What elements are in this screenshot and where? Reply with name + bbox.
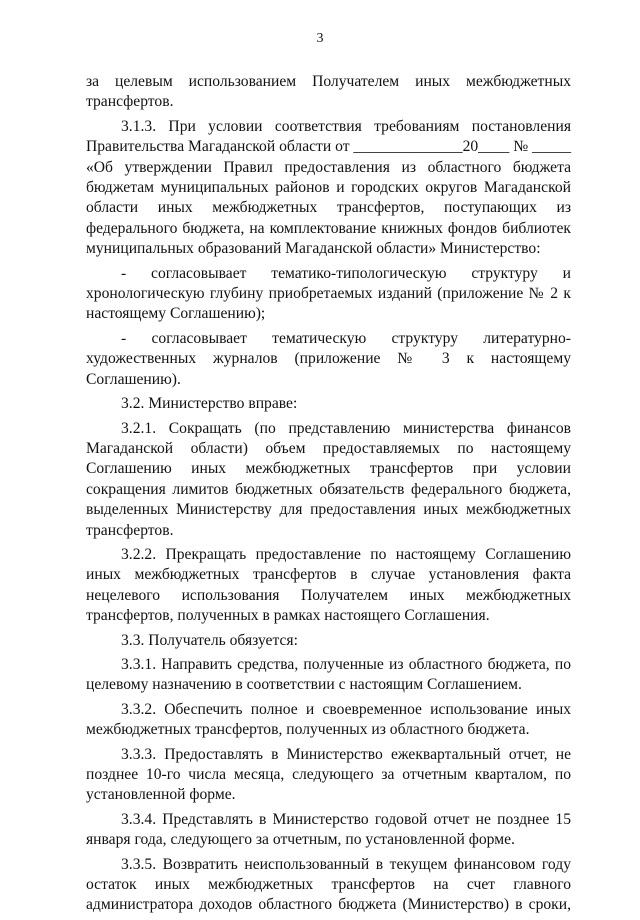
document-body [86,72,571,920]
list-item-structure: - согласовывает тематико-типологическую структуру и хронологическую глубину приобретаемых изданий (приложение № 2 к настоящему Соглашению); [86,264,571,323]
paragraph-3-3-3: 3.3.3. Предоставлять в Министерство ежеквартальный отчет, не позднее 10-го числа месяца, следующего за отчетным кварталом, по установленной форме. [86,745,571,804]
paragraph-3-3-1: 3.3.1. Направить средства, полученные из областного бюджета, по целевому назначению в соответствии с настоящим Соглашением. [86,655,571,694]
list-item-journals: - согласовывает тематическую структуру литературно-художественных журналов (приложение № 3 к настоящему Соглашению). [86,329,571,388]
page-number: 3 [316,31,324,46]
paragraph-3-3-4: 3.3.4. Представлять в Министерство годовой отчет не позднее 15 января года, следующего за отчетным, по установленной форме. [86,810,571,849]
paragraph-3-3-2: 3.3.2. Обеспечить полное и своевременное использование иных межбюджетных трансфертов, полученных из областного бюджета. [86,700,571,739]
paragraph-3-2-2: 3.2.2. Прекращать предоставление по настоящему Соглашению иных межбюджетных трансфертов в случае установления факта нецелевого использования Получателем иных межбюджетных трансфертов, полученных в рамках настоящего Соглашения. [86,545,571,625]
paragraph-continuation: за целевым использованием Получателем иных межбюджетных трансфертов. [86,73,571,111]
paragraph-3-1-3: 3.1.3. При условии соответствия требованиям постановления Правительства Магаданской области от ______________20____ № _____ «Об утверждении Правил предоставления из областного бюджета бюджетам муниципальных районов и городских округов Магаданской области иных межбюджетных трансфертов, поступающих из федерального бюджета, на комплектование книжных фондов библиотек муниципальных образований Магаданской области» Министерство: [86,117,572,258]
paragraph-3-2: 3.2. Министерство вправе: [121,395,298,413]
paragraph-3-3-5: 3.3.5. Возвратить неиспользованный в текущем финансовом году остаток иных межбюджетных трансфертов на счет главного администратора доходов областного бюджета (Министерство) в сроки, [86,855,571,914]
paragraph-3-3: 3.3. Получатель обязуется: [121,631,298,649]
paragraph-3-2-1: 3.2.1. Сокращать (по представлению министерства финансов Магаданской области) объем предоставляемых по настоящему Соглашению иных межбюджетных трансфертов при условии сокращения лимитов бюджетных обязательств федерального бюджета, выделенных Министерству для предоставления иных межбюджетных трансфертов. [86,419,571,539]
